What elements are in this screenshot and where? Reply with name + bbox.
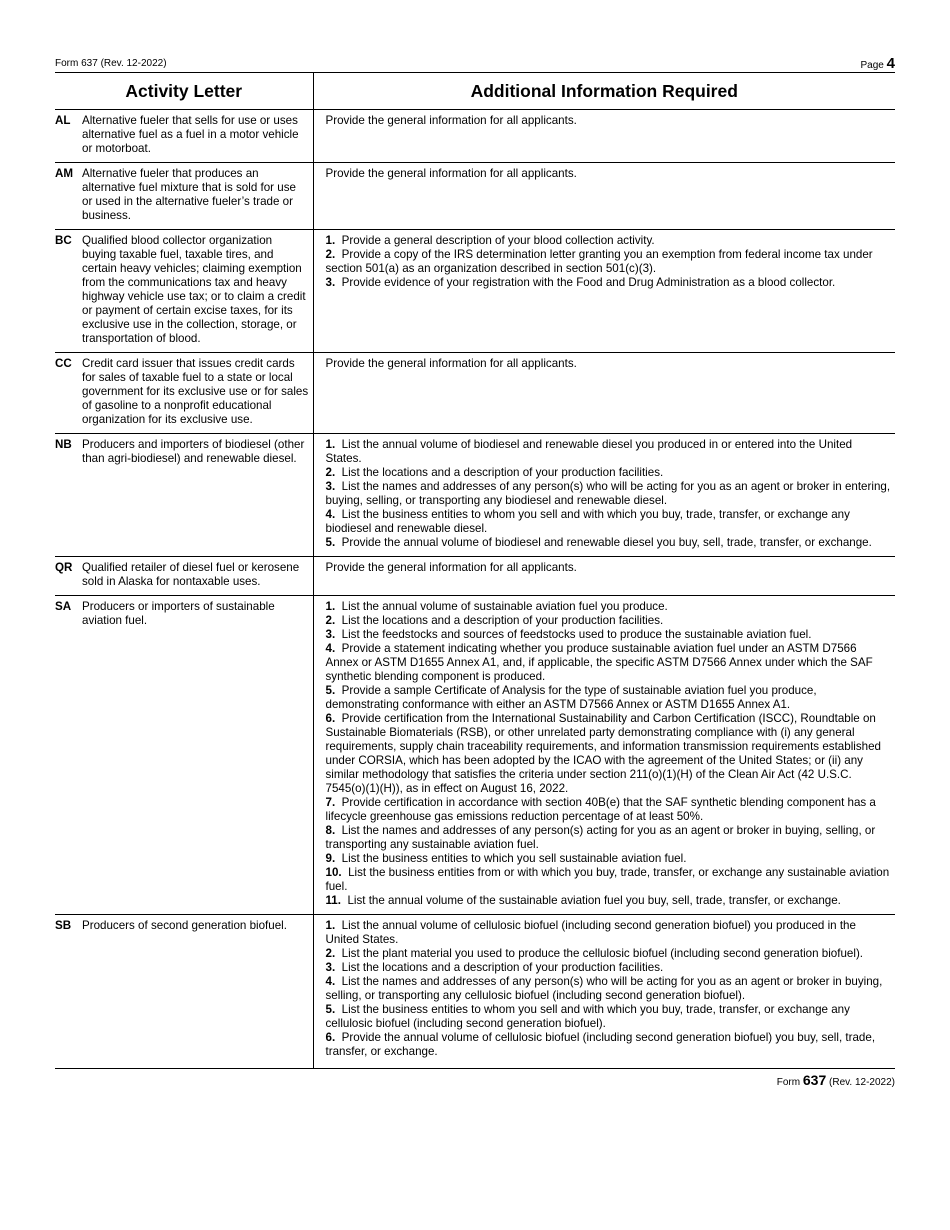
activity-description: Alternative fueler that produces an alternative fuel mixture that is sold for use or used in the alternative fueler’s trade or business. xyxy=(82,167,296,222)
requirement-text: List the business entities to whom you sell and with which you buy, trade, transfer, or exchange any biodiesel and renewable diesel. xyxy=(325,508,850,535)
table-row xyxy=(55,915,895,1069)
requirement-number: 2. xyxy=(325,614,336,627)
column-header-activity: Activity Letter xyxy=(55,73,313,110)
activity-cell xyxy=(55,353,313,434)
requirement-number: 9. xyxy=(325,852,336,865)
requirement-number: 5. xyxy=(325,684,336,697)
requirement-text: List the locations and a description of your production facilities. xyxy=(341,614,664,627)
info-cell xyxy=(313,915,895,1069)
activity-cell xyxy=(55,557,313,596)
footer-form-number: 637 xyxy=(802,1072,827,1088)
requirement-item xyxy=(326,628,892,642)
table-body xyxy=(55,110,895,1069)
footer-form-word: Form xyxy=(776,1077,801,1088)
requirement-number: 1. xyxy=(325,438,336,451)
requirement-item xyxy=(326,852,892,866)
activity-cell xyxy=(55,110,313,163)
requirement-text: List the business entities from or with which you buy, trade, transfer, or exchange any sustainable aviation fuel. xyxy=(325,866,890,893)
activity-description: Producers and importers of biodiesel (other than agri-biodiesel) and renewable diesel. xyxy=(82,438,305,465)
requirement-number: 4. xyxy=(325,508,336,521)
general-info-text: Provide the general information for all applicants. xyxy=(325,167,577,180)
requirement-number: 5. xyxy=(325,536,336,549)
requirement-item xyxy=(326,466,892,480)
info-cell xyxy=(313,110,895,163)
requirement-text: List the plant material you used to produce the cellulosic biofuel (including second generation biofuel). xyxy=(341,947,864,960)
requirement-text: Provide a general description of your blood collection activity. xyxy=(341,234,655,247)
requirement-item xyxy=(326,642,892,684)
requirement-number: 3. xyxy=(325,480,336,493)
requirement-number: 1. xyxy=(325,919,336,932)
requirement-text: List the annual volume of sustainable aviation fuel you produce. xyxy=(341,600,668,613)
table-row xyxy=(55,230,895,353)
requirement-text: Provide certification in accordance with section 40B(e) that the SAF synthetic blending component has a lifecycle greenhouse gas emissions reduction percentage of at least 50%. xyxy=(325,796,876,823)
activity-letter: BC xyxy=(55,234,72,247)
activity-cell xyxy=(55,163,313,230)
activity-letter: AL xyxy=(55,114,71,127)
requirement-item xyxy=(326,600,892,614)
requirement-text: List the feedstocks and sources of feedstocks used to produce the sustainable aviation fuel. xyxy=(341,628,812,641)
requirement-number: 6. xyxy=(325,712,336,725)
requirement-item xyxy=(326,947,892,961)
requirement-text: List the locations and a description of your production facilities. xyxy=(341,961,664,974)
table-row xyxy=(55,353,895,434)
requirement-item xyxy=(326,712,892,796)
requirement-number: 4. xyxy=(325,975,336,988)
activity-letter: SA xyxy=(55,600,72,613)
requirement-item xyxy=(326,919,892,947)
page-label: Page xyxy=(860,60,884,71)
requirement-item xyxy=(326,684,892,712)
requirement-number: 2. xyxy=(325,947,336,960)
requirement-item xyxy=(326,614,892,628)
activity-description: Producers or importers of sustainable aviation fuel. xyxy=(82,600,275,627)
requirement-text: List the annual volume of cellulosic biofuel (including second generation biofuel) you produced in the United States. xyxy=(325,919,856,946)
requirement-text: Provide a statement indicating whether you produce sustainable aviation fuel under an ASTM D7566 Annex or ASTM D1655 Annex A1, and, if applicable, the specific ASTM D7566 Annex under which the SAF synthetic blending component is produced. xyxy=(325,642,873,683)
requirement-item xyxy=(326,234,892,248)
requirement-text: List the business entities to which you sell sustainable aviation fuel. xyxy=(341,852,687,865)
requirement-item xyxy=(326,1031,892,1059)
info-cell xyxy=(313,353,895,434)
requirement-item xyxy=(326,276,892,290)
activity-cell xyxy=(55,915,313,1069)
table-row xyxy=(55,557,895,596)
requirement-number: 2. xyxy=(325,466,336,479)
page-footer xyxy=(777,1072,895,1088)
table-row xyxy=(55,434,895,557)
activity-letter: SB xyxy=(55,919,72,932)
info-cell xyxy=(313,557,895,596)
activity-description: Alternative fueler that sells for use or uses alternative fuel as a fuel in a motor vehicle or motorboat. xyxy=(82,114,299,155)
requirement-text: List the names and addresses of any person(s) who will be acting for you as an agent or broker in entering, buying, selling, or transporting any biodiesel and renewable diesel. xyxy=(325,480,891,507)
requirement-text: List the names and addresses of any person(s) who will be acting for you as an agent or broker in buying, selling, or transporting any cellulosic biofuel (including second generation biofuel). xyxy=(325,975,883,1002)
page-number xyxy=(861,55,895,72)
page-number-value: 4 xyxy=(886,55,895,72)
activity-cell xyxy=(55,596,313,915)
requirement-item xyxy=(326,961,892,975)
activity-letter: QR xyxy=(55,561,73,574)
requirement-number: 7. xyxy=(325,796,336,809)
requirement-item xyxy=(326,248,892,276)
requirement-number: 1. xyxy=(325,600,336,613)
activity-cell xyxy=(55,434,313,557)
activity-description: Qualified retailer of diesel fuel or kerosene sold in Alaska for nontaxable uses. xyxy=(82,561,300,588)
requirement-number: 10. xyxy=(325,866,342,879)
requirement-item xyxy=(326,480,892,508)
general-info-text: Provide the general information for all applicants. xyxy=(325,561,577,574)
requirement-text: List the annual volume of the sustainable aviation fuel you buy, sell, trade, transfer, or exchange. xyxy=(347,894,841,907)
requirement-item xyxy=(326,894,892,908)
requirement-item xyxy=(326,536,892,550)
requirement-item xyxy=(326,796,892,824)
column-header-info: Additional Information Required xyxy=(313,73,895,110)
requirement-text: Provide evidence of your registration with the Food and Drug Administration as a blood collector. xyxy=(341,276,836,289)
table-row xyxy=(55,110,895,163)
form-page xyxy=(55,55,895,1088)
form-id: Form 637 (Rev. 12-2022) xyxy=(55,58,167,69)
requirement-text: Provide a sample Certificate of Analysis for the type of sustainable aviation fuel you produce, demonstrating conformance with either an ASTM D7566 Annex or ASTM D1655 Annex A1. xyxy=(325,684,817,711)
activity-letter: AM xyxy=(55,167,74,180)
general-info-text: Provide the general information for all applicants. xyxy=(325,357,577,370)
requirement-item xyxy=(326,1003,892,1031)
info-cell xyxy=(313,230,895,353)
requirement-item xyxy=(326,824,892,852)
requirement-number: 11. xyxy=(325,894,341,907)
requirement-text: List the annual volume of biodiesel and renewable diesel you produced in or entered into the United States. xyxy=(325,438,853,465)
info-cell xyxy=(313,163,895,230)
requirement-number: 4. xyxy=(325,642,336,655)
info-cell xyxy=(313,434,895,557)
requirement-item xyxy=(326,438,892,466)
table-row xyxy=(55,596,895,915)
requirement-text: List the locations and a description of your production facilities. xyxy=(341,466,664,479)
requirement-text: Provide certification from the International Sustainability and Carbon Certification (ISCC), Roundtable on Sustainable Biomaterials (RSB), or other unrelated party demonstrating compliance with (i) any general requirements, supply chain traceability requirements, and information transmission requirements established under CORSIA, which has been adopted by the ICAO with the agreement of the United States; or (ii) any similar methodology that satisfies the criteria under section 211(o)(1)(H) of the Clean Air Act (42 U.S.C. 7545(o)(1)(H)), as in effect on August 16, 2022. xyxy=(325,712,881,795)
activity-description: Qualified blood collector organization buying taxable fuel, taxable tires, and certain heavy vehicles; claiming exemption from the communications tax and heavy highway vehicle use tax; or to claim a credit or payment of certain excise taxes, for its exclusive use in the collection, storage, or transportation of blood. xyxy=(82,234,306,345)
activity-cell xyxy=(55,230,313,353)
activity-table xyxy=(55,72,895,1069)
page-header xyxy=(55,55,895,72)
requirement-item xyxy=(326,508,892,536)
requirement-text: Provide the annual volume of biodiesel and renewable diesel you buy, sell, trade, transfer, or exchange. xyxy=(341,536,872,549)
requirement-number: 1. xyxy=(325,234,336,247)
requirement-item xyxy=(326,975,892,1003)
activity-letter: NB xyxy=(55,438,72,451)
info-cell xyxy=(313,596,895,915)
requirement-item xyxy=(326,866,892,894)
requirement-number: 3. xyxy=(325,276,336,289)
requirement-number: 3. xyxy=(325,628,336,641)
footer-revision: (Rev. 12-2022) xyxy=(829,1077,895,1088)
activity-letter: CC xyxy=(55,357,72,370)
requirement-text: List the names and addresses of any person(s) acting for you as an agent or broker in buying, selling, or transporting any sustainable aviation fuel. xyxy=(325,824,876,851)
requirement-text: List the business entities to whom you sell and with which you buy, trade, transfer, or exchange any cellulosic biofuel (including second generation biofuel). xyxy=(325,1003,850,1030)
general-info-text: Provide the general information for all applicants. xyxy=(325,114,577,127)
table-row xyxy=(55,163,895,230)
requirement-number: 6. xyxy=(325,1031,336,1044)
activity-description: Credit card issuer that issues credit cards for sales of taxable fuel to a state or local government for its exclusive use or for sales of gasoline to a nonprofit educational organization for its exclusive use. xyxy=(82,357,309,426)
requirement-number: 5. xyxy=(325,1003,336,1016)
requirement-number: 8. xyxy=(325,824,336,837)
requirement-number: 2. xyxy=(325,248,336,261)
requirement-number: 3. xyxy=(325,961,336,974)
requirement-text: Provide a copy of the IRS determination letter granting you an exemption from federal income tax under section 501(a) as an organization described in section 501(c)(3). xyxy=(325,248,873,275)
requirement-text: Provide the annual volume of cellulosic biofuel (including second generation biofuel) you buy, sell, trade, transfer, or exchange. xyxy=(325,1031,876,1058)
activity-description: Producers of second generation biofuel. xyxy=(82,919,287,932)
